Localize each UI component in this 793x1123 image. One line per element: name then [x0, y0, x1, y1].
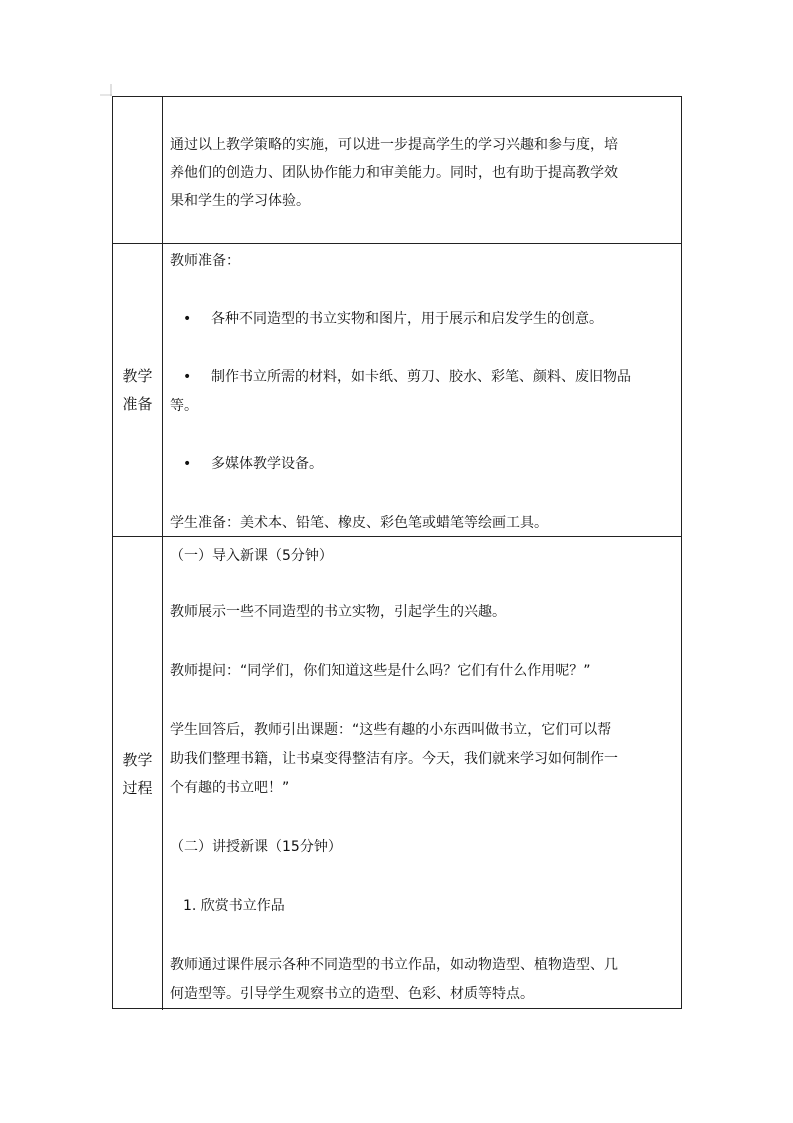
row-content [170, 537, 673, 1010]
teacher-prep-heading: 教师准备： [170, 253, 240, 269]
section-heading: （一）导入新课（5分钟） [170, 548, 333, 564]
paragraph-line: 果和学生的学习体验。 [170, 193, 310, 209]
row-label [113, 97, 162, 243]
table-row-teaching-process [113, 537, 681, 1010]
paragraph-line: 通过以上教学策略的实施，可以进一步提高学生的学习兴趣和参与度，培 [170, 137, 618, 153]
section-heading: （二）讲授新课（15分钟） [170, 839, 342, 855]
column-divider [162, 244, 163, 536]
paragraph-line: 教师通过课件展示各种不同造型的书立作品，如动物造型、植物造型、几 [170, 957, 618, 973]
list-item [183, 366, 631, 388]
row-content [170, 244, 673, 536]
column-divider [162, 537, 163, 1010]
row-label-teaching-process [113, 537, 162, 1010]
paragraph-line: 学生回答后，教师引出课题：“这些有趣的小东西叫做书立，它们可以帮 [170, 722, 612, 738]
row-label-line-1: 教学 [122, 367, 153, 385]
row-label-teaching-preparation [113, 244, 162, 536]
paragraph-line: 何造型等。引导学生观察书立的造型、色彩、材质等特点。 [170, 986, 534, 1002]
row-label-line-2: 过程 [122, 778, 153, 797]
row-content [170, 97, 673, 243]
bullet-icon: • [183, 456, 192, 472]
list-item-text: 多媒体教学设备。 [211, 456, 323, 472]
row-label-line-2: 准备 [122, 395, 153, 413]
bullet-icon: • [183, 369, 192, 385]
paragraph-line: 教师提问：“同学们，你们知道这些是什么吗？它们有什么作用呢？” [170, 663, 591, 679]
crop-mark-top-left [100, 84, 112, 96]
lesson-plan-table [112, 96, 682, 1009]
list-item [183, 308, 603, 330]
subsection-heading: 1. 欣赏书立作品 [183, 898, 285, 914]
column-divider [162, 97, 163, 243]
paragraph-line: 助我们整理书籍，让书桌变得整洁有序。今天，我们就来学习如何制作一 [170, 751, 618, 767]
list-item-text: 制作书立所需的材料，如卡纸、剪刀、胶水、彩笔、颜料、废旧物品 [211, 369, 631, 385]
paragraph-line: 教师展示一些不同造型的书立实物，引起学生的兴趣。 [170, 604, 506, 620]
table-row-teaching-preparation [113, 244, 681, 537]
list-item-continuation: 等。 [170, 398, 198, 414]
list-item [183, 453, 323, 475]
row-label-line-1: 教学 [122, 750, 153, 769]
student-prep-line: 学生准备：美术本、铅笔、橡皮、彩色笔或蜡笔等绘画工具。 [170, 515, 548, 531]
list-item-text: 各种不同造型的书立实物和图片，用于展示和启发学生的创意。 [211, 311, 603, 327]
table-row-strategy-summary [113, 97, 681, 244]
bullet-icon: • [183, 311, 192, 327]
paragraph-line: 个有趣的书立吧！” [170, 780, 290, 796]
paragraph-line: 养他们的创造力、团队协作能力和审美能力。同时，也有助于提高教学效 [170, 165, 618, 181]
